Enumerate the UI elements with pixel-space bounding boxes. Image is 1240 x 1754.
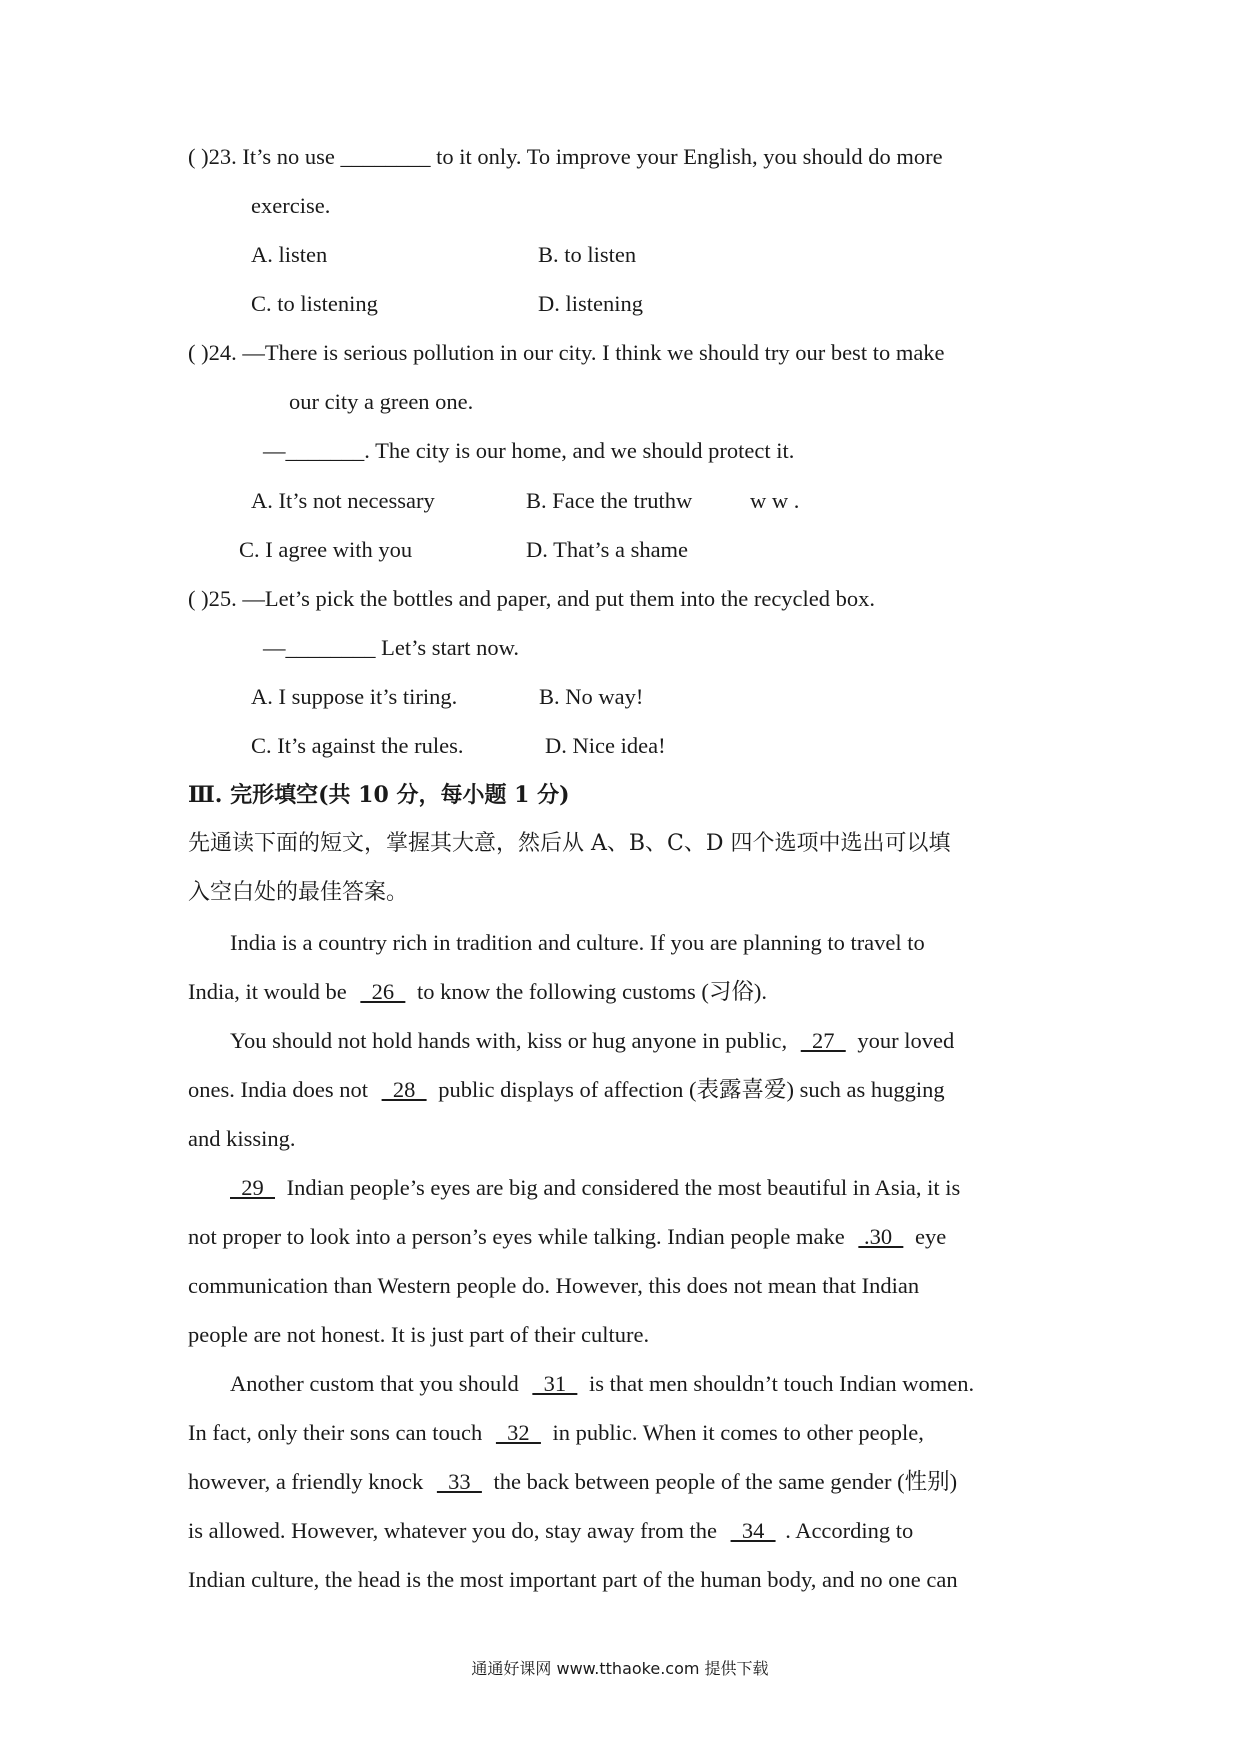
passage-text: Another custom that you should bbox=[230, 1371, 519, 1396]
passage-line bbox=[230, 1369, 974, 1399]
passage-line bbox=[188, 1075, 945, 1105]
q23-stem-cont: exercise. bbox=[251, 193, 331, 218]
q24-option-a: A. It’s not necessary bbox=[251, 488, 435, 513]
passage-text: is that men shouldn’t touch Indian women. bbox=[588, 1371, 975, 1396]
q24-option-b: B. Face the truthw bbox=[526, 488, 693, 513]
passage-text: not proper to look into a person’s eyes while talking. Indian people make bbox=[188, 1224, 845, 1249]
q24-stem-cont: our city a green one. bbox=[289, 389, 474, 414]
passage-line bbox=[230, 1026, 954, 1056]
passage-line bbox=[188, 1222, 946, 1252]
passage-line: Indian culture, the head is the most important part of the human body, and no one can bbox=[188, 1567, 958, 1592]
passage-line: and kissing. bbox=[188, 1126, 296, 1151]
passage-text: eye bbox=[914, 1224, 947, 1249]
passage-text: ones. India does not bbox=[188, 1077, 368, 1102]
passage-line bbox=[188, 1467, 957, 1497]
q25-option-b: B. No way! bbox=[539, 684, 644, 709]
passage-text: India, it would be bbox=[188, 979, 347, 1004]
passage-text: your loved bbox=[857, 1028, 955, 1053]
passage-text: India is a country rich in tradition and culture. If you are planning to travel to bbox=[230, 930, 925, 955]
passage-text: in public. When it comes to other people, bbox=[552, 1420, 924, 1445]
blank-27: 27 bbox=[800, 1028, 846, 1053]
q24-option-c: C. I agree with you bbox=[239, 537, 413, 562]
blank-30: .30 bbox=[858, 1224, 904, 1249]
passage-line bbox=[188, 1516, 913, 1546]
blank-28: 28 bbox=[381, 1077, 427, 1102]
q24-watermark: w w . bbox=[750, 488, 800, 513]
q24-stem: ( )24. —There is serious pollution in our city. I think we should try our best to make bbox=[188, 340, 945, 365]
blank-29: 29 bbox=[230, 1175, 275, 1200]
blank-26: 26 bbox=[360, 979, 406, 1004]
passage-text: Indian people’s eyes are big and considered the most beautiful in Asia, it is bbox=[286, 1175, 961, 1200]
q23-option-a: A. listen bbox=[251, 242, 328, 267]
q25-reply: —________ Let’s start now. bbox=[263, 635, 520, 660]
passage-text: however, a friendly knock bbox=[188, 1469, 424, 1494]
passage-text: the back between people of the same gender (性别) bbox=[493, 1469, 958, 1494]
q23-option-b: B. to listen bbox=[538, 242, 637, 267]
passage-text: You should not hold hands with, kiss or hug anyone in public, bbox=[230, 1028, 788, 1053]
q24-reply: —_______. The city is our home, and we should protect it. bbox=[263, 438, 795, 463]
q23-option-d: D. listening bbox=[538, 291, 643, 316]
passage-text: public displays of affection (表露喜爱) such as hugging bbox=[438, 1077, 945, 1102]
passage-text: In fact, only their sons can touch bbox=[188, 1420, 483, 1445]
passage-text: . According to bbox=[785, 1518, 914, 1543]
passage-text: to know the following customs (习俗). bbox=[416, 979, 767, 1004]
passage-line bbox=[230, 1173, 960, 1203]
passage-line bbox=[188, 977, 767, 1007]
q23-stem: ( )23. It’s no use ________ to it only. To improve your English, you should do more bbox=[188, 144, 943, 169]
q23-option-c: C. to listening bbox=[251, 291, 378, 316]
passage-line bbox=[230, 928, 1053, 958]
q25-option-d: D. Nice idea! bbox=[545, 733, 666, 758]
section-heading: Ⅲ. 完形填空(共 10 分，每小题 1 分) bbox=[188, 782, 570, 808]
q24-option-d: D. That’s a shame bbox=[526, 537, 689, 562]
blank-34: 34 bbox=[730, 1518, 776, 1543]
passage-text: is allowed. However, whatever you do, stay away from the bbox=[188, 1518, 717, 1543]
blank-33: 33 bbox=[436, 1469, 482, 1494]
q25-stem: ( )25. —Let’s pick the bottles and paper, and put them into the recycled box. bbox=[188, 586, 876, 611]
passage-line: people are not honest. It is just part of their culture. bbox=[188, 1322, 650, 1347]
section-instruction-cont: 入空白处的最佳答案。 bbox=[188, 880, 409, 905]
section-instruction: 先通读下面的短文，掌握其大意，然后从 A、B、C、D 四个选项中选出可以填 bbox=[188, 831, 951, 856]
blank-31: 31 bbox=[532, 1371, 578, 1396]
q25-option-a: A. I suppose it’s tiring. bbox=[251, 684, 458, 709]
page-footer: 通通好课网 www.tthaoke.com 提供下载 bbox=[471, 1659, 769, 1678]
passage-line: communication than Western people do. However, this does not mean that Indian bbox=[188, 1273, 920, 1298]
q25-option-c: C. It’s against the rules. bbox=[251, 733, 464, 758]
blank-32: 32 bbox=[495, 1420, 541, 1445]
passage-line bbox=[188, 1418, 924, 1448]
